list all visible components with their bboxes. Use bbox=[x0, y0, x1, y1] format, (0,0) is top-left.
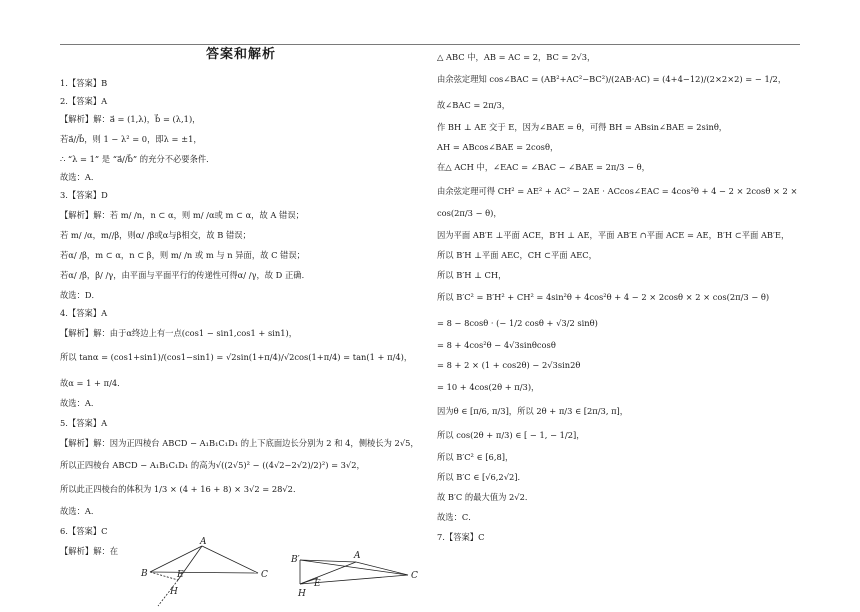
solution-line: 所以 B′C² = B′H² + CH² = 4sin²θ + 4cos²θ + 4 − 2 × 2cosθ × 2 × cos(2π/3 − θ) bbox=[437, 292, 770, 302]
solution-line: 故选：C． bbox=[437, 512, 477, 522]
fig1-label-a: A bbox=[200, 537, 207, 547]
page-title: 答案和解析 bbox=[206, 47, 277, 62]
solution-line: 故选：A． bbox=[60, 172, 100, 182]
figure-folded bbox=[288, 548, 428, 608]
solution-line: 【解析】解：若 m/ /n，n ⊂ α，则 m/ /α或 m ⊂ α，故 A 错误； bbox=[60, 210, 304, 220]
solution-line: 所以 B′C ∈ [√6,2√2]． bbox=[437, 472, 526, 482]
fig1-label-c: C bbox=[261, 570, 268, 580]
solution-line: = 10 + 4cos(2θ + π/3)， bbox=[437, 382, 540, 392]
solution-line: 因为θ ∈ [π/6, π/3]，所以 2θ + π/3 ∈ [2π/3, π]， bbox=[437, 406, 629, 416]
solution-line: AH = ABcos∠BAE = 2cosθ， bbox=[437, 142, 559, 152]
fig2-label-a: A bbox=[354, 551, 361, 561]
solution-line: 若α/ /β，m ⊂ α，n ⊂ β，则 m/ /n 或 m 与 n 异面，故 C 错误； bbox=[60, 250, 305, 260]
solution-line: = 8 − 8cosθ · (− 1/2 cosθ + √3/2 sinθ) bbox=[437, 318, 598, 328]
solution-line: 故∠BAC = 2π/3， bbox=[437, 100, 511, 110]
solution-line: 故选：A． bbox=[60, 398, 100, 408]
solution-line: △ ABC 中，AB = AC = 2，BC = 2√3， bbox=[437, 52, 596, 62]
answer-line: 7.【答案】C bbox=[437, 532, 485, 542]
solution-line: 所以此正四棱台的体积为 1/3 × (4 + 16 + 8) × 3√2 = 28√2． bbox=[60, 484, 302, 494]
solution-line: 若α/ /β，β/ /γ，由平面与平面平行的传递性可得α/ /γ，故 D 正确． bbox=[60, 270, 310, 280]
solution-line: 【解析】解：在 bbox=[60, 546, 119, 556]
solution-line: 故选：A． bbox=[60, 506, 100, 516]
fig2-label-c: C bbox=[411, 571, 418, 581]
solution-line: 所以正四棱台 ABCD − A₁B₁C₁D₁ 的高为√((2√5)² − ((4√2−2√2)/2)²) = 3√2， bbox=[60, 460, 365, 470]
fig1-label-h: H bbox=[170, 587, 178, 597]
solution-line: 【解析】解：a⃗ = (1,λ)，b⃗ = (λ,1)， bbox=[60, 114, 201, 124]
solution-line: 【解析】解：由于α终边上有一点(cos1 − sin1,cos1 + sin1)， bbox=[60, 328, 298, 338]
fig1-label-e: E bbox=[177, 570, 184, 580]
answer-line: 2.【答案】A bbox=[60, 96, 108, 106]
solution-line: 故选：D． bbox=[60, 290, 100, 300]
solution-line: 因为平面 AB′E ⊥平面 ACE，B′H ⊥ AE，平面 AB′E ∩平面 ACE = AE，B′H ⊂平面 AB′E， bbox=[437, 230, 790, 240]
solution-line: = 8 + 2 × (1 + cos2θ) − 2√3sin2θ bbox=[437, 360, 581, 370]
solution-line: cos(2π/3 − θ)， bbox=[437, 208, 502, 218]
fig2-label-e: E bbox=[314, 579, 321, 589]
fig2-label-b-prime: B′ bbox=[291, 555, 300, 565]
header-rule bbox=[60, 44, 800, 45]
solution-line: 【解析】解：因为正四棱台 ABCD − A₁B₁C₁D₁ 的上下底面边长分别为 2 和 4，侧棱长为 2√5， bbox=[60, 438, 419, 448]
solution-line: 所以 B′H ⊥ CH， bbox=[437, 270, 507, 280]
solution-line: 作 BH ⊥ AE 交于 E，因为∠BAE = θ，可得 BH = ABsin∠BAE = 2sinθ， bbox=[437, 122, 728, 132]
solution-line: 由余弦定理知 cos∠BAC = (AB²+AC²−BC²)/(2AB·AC) = (4+4−12)/(2×2×2) = − 1/2， bbox=[437, 74, 787, 84]
figure-triangle-abc bbox=[140, 536, 280, 612]
solution-line: 若 m/ /α，m//β，则α/ /β或α与β相交，故 B 错误； bbox=[60, 230, 251, 240]
answer-line: 3.【答案】D bbox=[60, 190, 108, 200]
solution-line: 所以 B′H ⊥平面 AEC，CH ⊂平面 AEC， bbox=[437, 250, 597, 260]
answer-line: 1.【答案】B bbox=[60, 78, 108, 88]
fig1-label-b: B bbox=[141, 569, 148, 579]
solution-line: ∴ “λ = 1” 是 “a⃗//b⃗” 的充分不必要条件． bbox=[60, 154, 215, 164]
solution-line: 若a⃗//b⃗，则 1 − λ² = 0，即λ = ±1， bbox=[60, 134, 202, 144]
solution-line: 故α = 1 + π/4． bbox=[60, 378, 126, 388]
solution-line: 在△ ACH 中，∠EAC = ∠BAC − ∠BAE = 2π/3 − θ， bbox=[437, 162, 650, 172]
solution-line: 所以 tanα = (cos1+sin1)/(cos1−sin1) = √2sin(1+π/4)/√2cos(1+π/4) = tan(1 + π/4)， bbox=[60, 352, 413, 362]
fig2-label-h: H bbox=[298, 589, 306, 599]
answer-line: 6.【答案】C bbox=[60, 526, 108, 536]
answer-line: 4.【答案】A bbox=[60, 308, 108, 318]
solution-line: 所以 B′C² ∈ [6,8]， bbox=[437, 452, 514, 462]
solution-line: = 8 + 4cos²θ − 4√3sinθcosθ bbox=[437, 340, 556, 350]
solution-line: 由余弦定理可得 CH² = AE² + AC² − 2AE · ACcos∠EAC = 4cos²θ + 4 − 2 × 2cosθ × 2 × bbox=[437, 186, 798, 196]
answer-line: 5.【答案】A bbox=[60, 418, 108, 428]
solution-line: 故 B′C 的最大值为 2√2． bbox=[437, 492, 534, 502]
solution-line: 所以 cos(2θ + π/3) ∈ [ − 1, − 1/2]， bbox=[437, 430, 585, 440]
